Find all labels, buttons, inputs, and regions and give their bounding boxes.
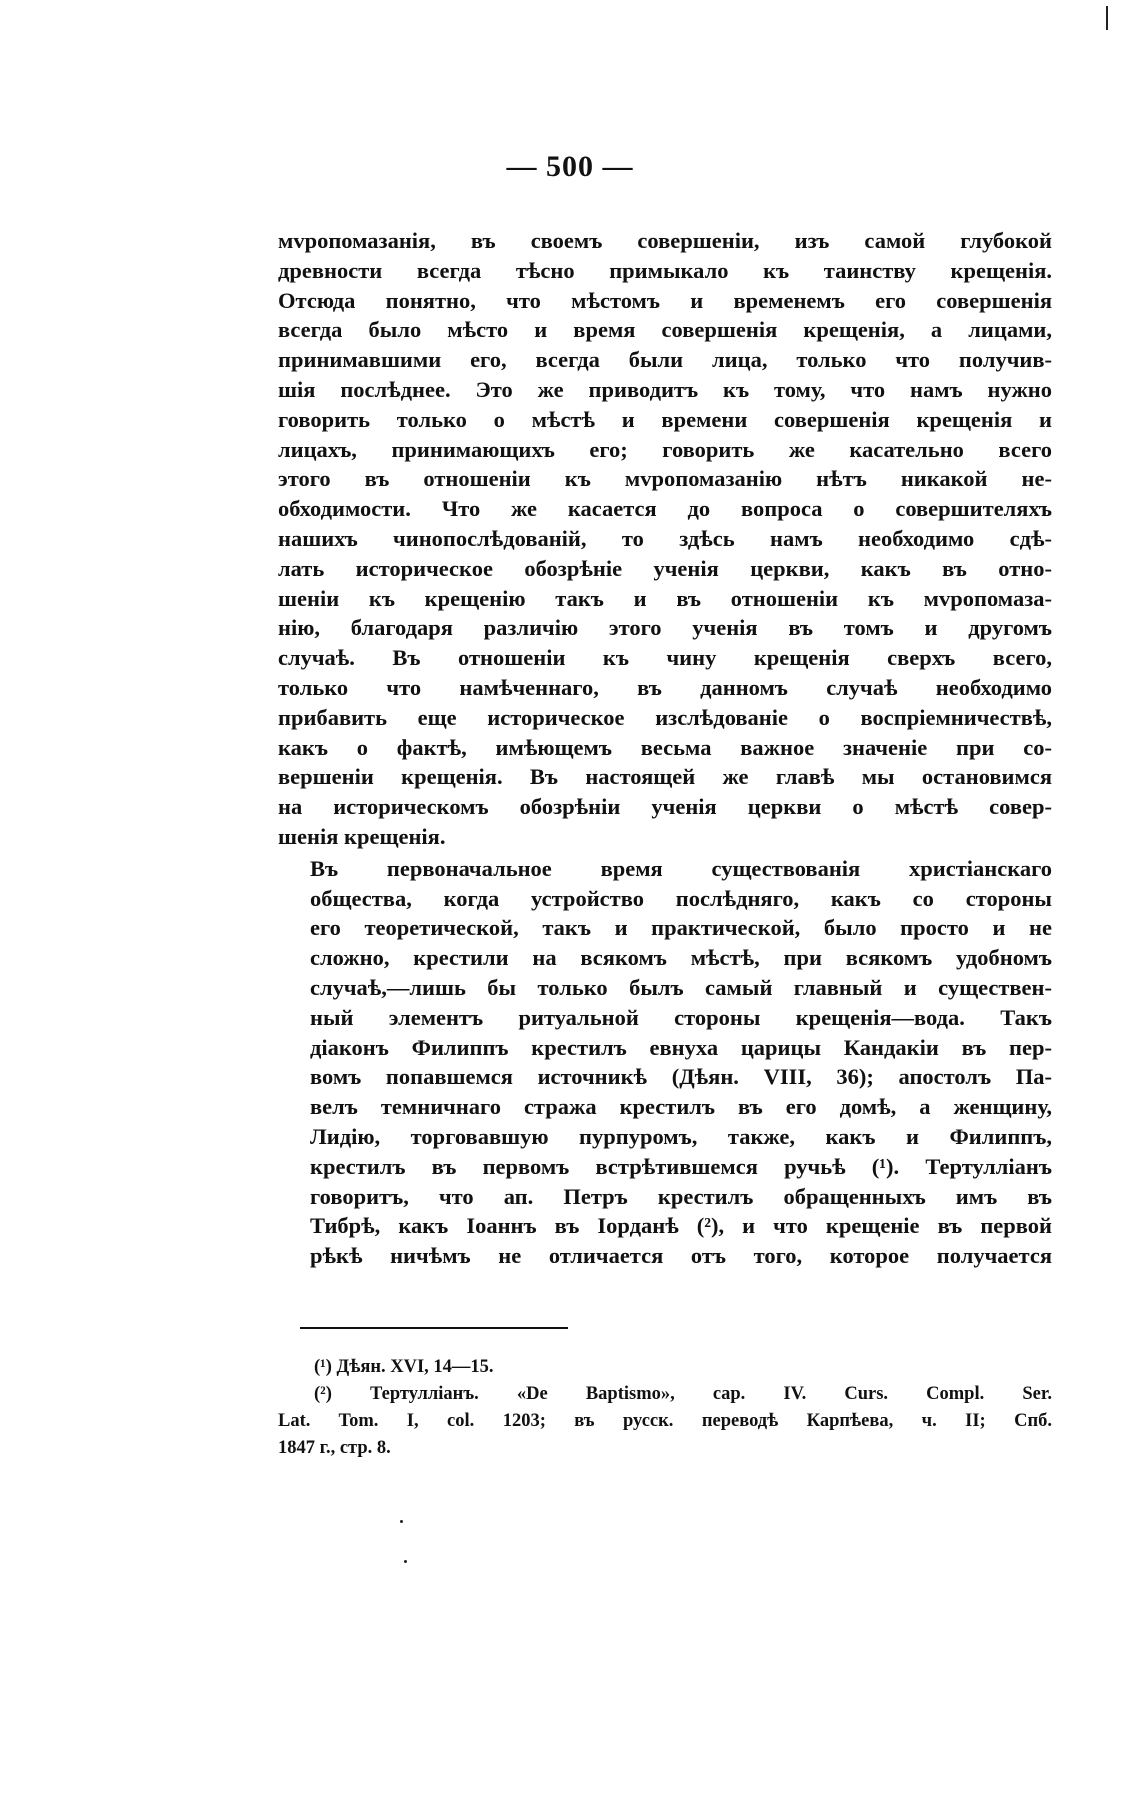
- text-line: случаѣ. Въ отношеніи къ чину крещенія сверхъ всего,: [278, 645, 1052, 671]
- main-text: [278, 226, 1052, 1271]
- text-line: на историческомъ обозрѣніи ученія церкви о мѣстѣ совер-: [278, 794, 1052, 820]
- text-line: древности всегда тѣсно примыкало къ таинству крещенія.: [278, 257, 1052, 283]
- text-line: какъ о фактѣ, имѣющемъ весьма важное значеніе при со-: [278, 734, 1052, 760]
- footnote-divider: [300, 1327, 568, 1329]
- text-line: діаконъ Филиппъ крестилъ евнуха царицы Кандакіи въ пер-: [310, 1034, 1052, 1060]
- text-line: принимавшими его, всегда были лица, только что получив-: [278, 347, 1052, 373]
- text-line: вомъ попавшемся источникѣ (Дѣян. VIII, 36); апостолъ Па-: [310, 1064, 1052, 1090]
- text-line: шія послѣднее. Это же приводитъ къ тому, что намъ нужно: [278, 376, 1052, 402]
- text-line: Тибрѣ, какъ Іоаннъ въ Іорданѣ (²), и что крещеніе въ первой: [310, 1213, 1052, 1239]
- text-line: лицахъ, принимающихъ его; говорить же касательно всего: [278, 436, 1052, 462]
- text-line: велъ темничнаго стража крестилъ въ его домѣ, а женщину,: [310, 1094, 1052, 1120]
- text-line: крестилъ въ первомъ встрѣтившемся ручьѣ (¹). Тертулліанъ: [310, 1153, 1052, 1179]
- text-line: мvропомазанія, въ своемъ совершеніи, изъ самой глубокой: [278, 228, 1052, 253]
- text-line: шенія крещенія.: [278, 823, 446, 849]
- footnote-2-continuation: Lat. Tom. I, col. 1203; въ русск. переводѣ Карпѣева, ч. II; Спб.: [278, 1411, 1052, 1431]
- scan-edge-mark: [1106, 6, 1108, 30]
- text-line: рѣкѣ ничѣмъ не отличается отъ того, которое получается: [310, 1243, 1052, 1269]
- footnote-2-continuation: 1847 г., стр. 8.: [278, 1438, 391, 1458]
- footnote-1: (¹) Дѣян. XVI, 14—15.: [314, 1357, 494, 1377]
- text-line: случаѣ,—лишь бы только былъ самый главный и существен-: [310, 974, 1052, 1000]
- text-line: обходимости. Что же касается до вопроса о совершителяхъ: [278, 496, 1052, 522]
- paragraph-1: [278, 226, 1052, 852]
- text-line: сложно, крестили на всякомъ мѣстѣ, при всякомъ удобномъ: [310, 945, 1052, 971]
- text-line: ный элементъ ритуальной стороны крещенія—вода. Такъ: [310, 1004, 1052, 1030]
- print-speck: [404, 1560, 407, 1563]
- text-line: всегда было мѣсто и время совершенія крещенія, а лицами,: [278, 317, 1052, 343]
- text-line: прибавить еще историческое изслѣдованіе о воспріемничествѣ,: [278, 704, 1052, 730]
- text-line: Въ первоначальное время существованія христіанскаго: [310, 855, 1052, 881]
- footnote-2: (²) Тертулліанъ. «De Baptismo», cap. IV. Curs. Compl. Ser.: [314, 1384, 1052, 1404]
- text-line: только что намѣченнаго, въ данномъ случаѣ необходимо: [278, 674, 1052, 700]
- print-speck: [400, 1520, 403, 1523]
- paragraph-2: [278, 854, 1052, 1271]
- page-number: — 500 —: [506, 150, 634, 183]
- text-line: Лидію, торговавшую пурпуромъ, также, какъ и Филиппъ,: [310, 1123, 1052, 1149]
- text-line: говоритъ, что ап. Петръ крестилъ обращенныхъ имъ въ: [310, 1183, 1052, 1209]
- text-line: говорить только о мѣстѣ и времени совершенія крещенія и: [278, 406, 1052, 432]
- footnotes: [278, 1354, 1052, 1462]
- text-line: нашихъ чинопослѣдованій, то здѣсь намъ необходимо сдѣ-: [278, 525, 1052, 551]
- text-line: общества, когда устройство послѣдняго, какъ со стороны: [310, 885, 1052, 911]
- text-line: вершеніи крещенія. Въ настоящей же главѣ мы остановимся: [278, 764, 1052, 790]
- text-line: этого въ отношеніи къ мvропомазанію нѣтъ никакой не-: [278, 466, 1052, 492]
- text-line: нію, благодаря различію этого ученія въ томъ и другомъ: [278, 615, 1052, 641]
- text-line: шеніи къ крещенію такъ и въ отношеніи къ мvропомаза-: [278, 585, 1052, 611]
- text-line: Отсюда понятно, что мѣстомъ и временемъ его совершенія: [278, 287, 1052, 313]
- text-line: его теоретической, такъ и практической, было просто и не: [310, 915, 1052, 941]
- text-line: лать историческое обозрѣніе ученія церкви, какъ въ отно-: [278, 555, 1052, 581]
